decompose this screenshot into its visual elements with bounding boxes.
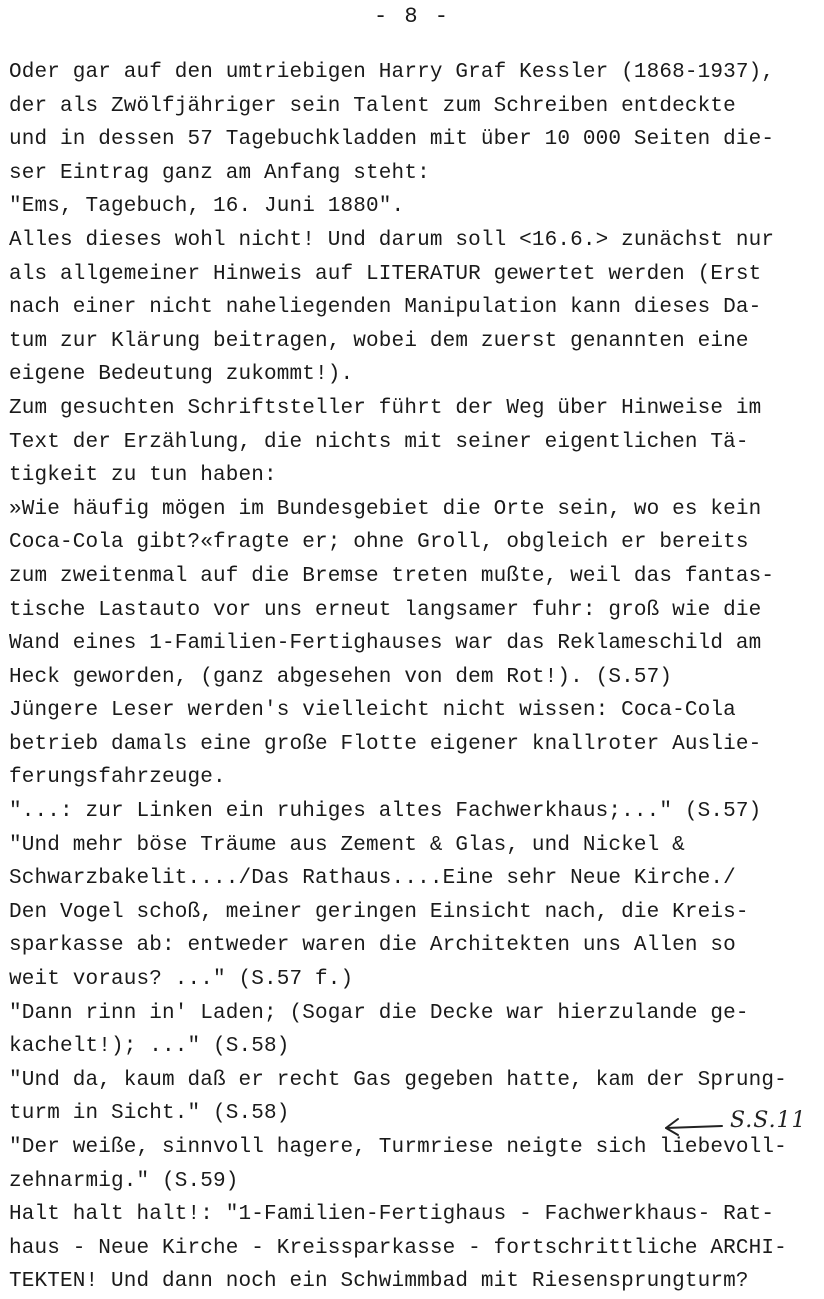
text-line: TEKTEN! Und dann noch ein Schwimmbad mit Riesensprungturm? xyxy=(9,1270,749,1294)
text-line: »Wie häufig mögen im Bundesgebiet die Orte sein, wo es kein xyxy=(9,497,762,521)
text-line: Coca-Cola gibt?«fragte er; ohne Groll, obgleich er bereits xyxy=(9,531,749,555)
text-line: Alles dieses wohl nicht! Und darum soll <16.6.> zunächst nur xyxy=(9,228,775,252)
text-line: "Dann rinn in' Laden; (Sogar die Decke war hierzulande ge- xyxy=(9,1001,749,1025)
text-line: Halt halt halt!: "1-Familien-Fertighaus - Fachwerkhaus- Rat- xyxy=(9,1203,775,1227)
text-line: Schwarzbakelit..../Das Rathaus....Eine sehr Neue Kirche./ xyxy=(9,867,736,891)
text-line: weit voraus? ..." (S.57 f.) xyxy=(9,968,354,992)
text-line: ser Eintrag ganz am Anfang steht: xyxy=(9,161,430,185)
text-line: turm in Sicht." (S.58) xyxy=(9,1102,290,1126)
text-line: "Und da, kaum daß er recht Gas gegeben hatte, kam der Sprung- xyxy=(9,1068,787,1092)
text-line: Zum gesuchten Schriftsteller führt der Weg über Hinweise im xyxy=(9,396,762,420)
text-line: Jüngere Leser werden's vielleicht nicht wissen: Coca-Cola xyxy=(9,699,736,723)
text-line: nach einer nicht naheliegenden Manipulation kann dieses Da- xyxy=(9,296,762,320)
text-line: "Ems, Tagebuch, 16. Juni 1880". xyxy=(9,195,405,219)
page-number: - 8 - xyxy=(373,4,450,29)
text-line: "Und mehr böse Träume aus Zement & Glas, und Nickel & xyxy=(9,833,685,857)
text-line: Text der Erzählung, die nichts mit seiner eigentlichen Tä- xyxy=(9,430,749,454)
text-line: zum zweitenmal auf die Bremse treten mußte, weil das fantas- xyxy=(9,564,775,588)
text-line: tische Lastauto vor uns erneut langsamer fuhr: groß wie die xyxy=(9,598,762,622)
text-line: "Der weiße, sinnvoll hagere, Turmriese neigte sich liebevoll- xyxy=(9,1136,787,1159)
text-line: Oder gar auf den umtriebigen Harry Graf Kessler (1868-1937), xyxy=(9,61,775,84)
text-line: sparkasse ab: entweder waren die Architekten uns Allen so xyxy=(9,934,736,958)
text-line: Wand eines 1-Familien-Fertighauses war das Reklameschild am xyxy=(9,632,762,656)
text-line: betrieb damals eine große Flotte eigener knallroter Auslie- xyxy=(9,732,762,756)
text-line: Heck geworden, (ganz abgesehen von dem Rot!). (S.57) xyxy=(9,665,673,689)
handwritten-page-reference: S.S.11 xyxy=(730,1108,807,1133)
text-line: tum zur Klärung beitragen, wobei dem zuerst genannten eine xyxy=(9,329,749,353)
text-line: der als Zwölfjähriger sein Talent zum Schreiben entdeckte xyxy=(9,94,736,118)
text-line: ferungsfahrzeuge. xyxy=(9,766,226,790)
text-line: als allgemeiner Hinweis auf LITERATUR gewertet werden (Erst xyxy=(9,262,762,286)
left-arrow-icon xyxy=(662,1106,732,1146)
text-line: zehnarmig." (S.59) xyxy=(9,1169,239,1193)
text-line: tigkeit zu tun haben: xyxy=(9,464,277,488)
text-line: haus - Neue Kirche - Kreissparkasse - fortschrittliche ARCHI- xyxy=(9,1236,787,1260)
text-line: eigene Bedeutung zukommt!). xyxy=(9,363,354,387)
handwritten-note xyxy=(662,1106,812,1146)
text-line: und in dessen 57 Tagebuchkladden mit über 10 000 Seiten die- xyxy=(9,128,775,152)
text-line: "...: zur Linken ein ruhiges altes Fachwerkhaus;..." (S.57) xyxy=(9,800,762,824)
text-line: kachelt!); ..." (S.58) xyxy=(9,1035,290,1059)
text-line: Den Vogel schoß, meiner geringen Einsicht nach, die Kreis- xyxy=(9,900,749,924)
